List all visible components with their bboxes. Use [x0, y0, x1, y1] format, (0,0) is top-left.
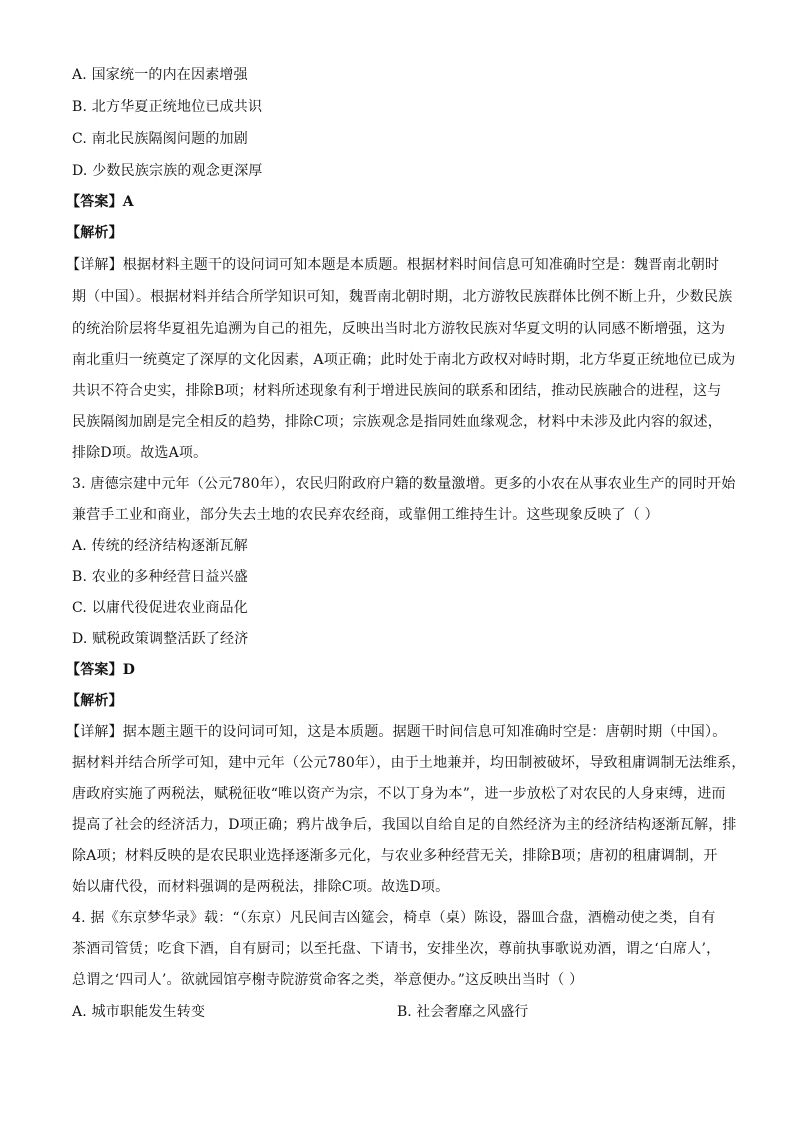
q2-detail-line-1: 【详解】根据材料主题干的设问词可知本题是本质题。根据材料时间信息可知准确时空是：魏晋南北朝时	[66, 257, 720, 273]
q2-option-c: C. 南北民族隔阂问题的加剧	[72, 131, 248, 147]
q3-detail-line-3: 唐政府实施了两税法，赋税征收“唯以资产为宗，不以丁身为本”，进一步放松了对农民的人身束缚，进而	[72, 786, 726, 802]
q2-answer: 【答案】A	[66, 194, 134, 210]
q3-detail-line-6: 始以庸代役，而材料强调的是两税法，排除C项。故选D项。	[72, 879, 450, 895]
q3-detail-line-5: 除A项；材料反映的是农民职业选择逐渐多元化，与农业多种经营无关，排除B项；唐初的租庸调制，开	[72, 848, 718, 864]
q4-stem-line-1: 4. 据《东京梦华录》载：“（东京）凡民间吉凶筵会，椅卓（桌）陈设，器皿合盘，酒檐动使之类，自有	[72, 910, 716, 926]
q4-option-b: B. 社会奢靡之风盛行	[397, 1004, 529, 1020]
q3-analysis-label: 【解析】	[66, 693, 123, 709]
q3-detail-line-1: 【详解】据本题主题干的设问词可知，这是本质题。据题干时间信息可知准确时空是：唐朝时期（中国）。	[66, 724, 727, 740]
q2-option-a: A. 国家统一的内在因素增强	[72, 67, 248, 83]
q2-option-d: D. 少数民族宗族的观念更深厚	[72, 163, 263, 179]
q3-option-b: B. 农业的多种经营日益兴盛	[72, 569, 248, 585]
q2-detail-line-6: 民族隔阂加剧是完全相反的趋势，排除C项；宗族观念是指同姓血缘观念，材料中未涉及此内容的叙述，	[72, 414, 722, 430]
q2-detail-line-3: 的统治阶层将华夏祖先追溯为自己的祖先，反映出当时北方游牧民族对华夏文明的认同感不断增强，这为	[72, 321, 726, 337]
q2-detail-line-2: 期（中国）。根据材料并结合所学知识可知，魏晋南北朝时期，北方游牧民族群体比例不断上升，少数民族	[72, 289, 733, 305]
q3-option-d: D. 赋税政策调整活跃了经济	[72, 631, 249, 647]
q2-detail-line-7: 排除D项。故选A项。	[72, 445, 208, 461]
q3-option-c: C. 以庸代役促进农业商品化	[72, 600, 248, 616]
q3-option-a: A. 传统的经济结构逐渐瓦解	[72, 538, 248, 554]
q3-stem-line-2: 兼营手工业和商业，部分失去土地的农民弃农经商，或靠佣工维持生计。这些现象反映了（ ）	[72, 507, 659, 523]
q3-detail-line-2: 据材料并结合所学可知，建中元年（公元780年），由于土地兼并，均田制被破坏，导致租庸调制无法维系，	[72, 755, 746, 771]
q2-detail-line-4: 南北重归一统奠定了深厚的文化因素，A项正确；此时处于南北方政权对峙时期，北方华夏正统地位已成为	[72, 352, 736, 368]
q2-option-b: B. 北方华夏正统地位已成共识	[72, 99, 263, 115]
q4-stem-line-2: 茶酒司管赁；吃食下酒，自有厨司；以至托盘、下请书，安排坐次，尊前执事歌说劝酒，谓之‘白席人’，	[72, 941, 721, 957]
q4-stem-line-3: 总谓之‘四司人’。欲就园馆亭榭寺院游赏命客之类，举意便办。”这反映出当时（ ）	[72, 972, 584, 988]
q3-detail-line-4: 提高了社会的经济活力，D项正确；鸦片战争后，我国以自给自足的自然经济为主的经济结构逐渐瓦解，排	[72, 817, 737, 833]
q4-option-a: A. 城市职能发生转变	[72, 1004, 206, 1020]
q3-stem-line-1: 3. 唐德宗建中元年（公元780年），农民归附政府户籍的数量激增。更多的小农在从事农业生产的同时开始	[72, 476, 736, 492]
q3-answer: 【答案】D	[66, 662, 136, 678]
q2-analysis-label: 【解析】	[66, 225, 123, 241]
q2-detail-line-5: 共识不符合史实，排除B项；材料所述现象有利于增进民族间的联系和团结，推动民族融合的进程，这与	[72, 383, 722, 399]
